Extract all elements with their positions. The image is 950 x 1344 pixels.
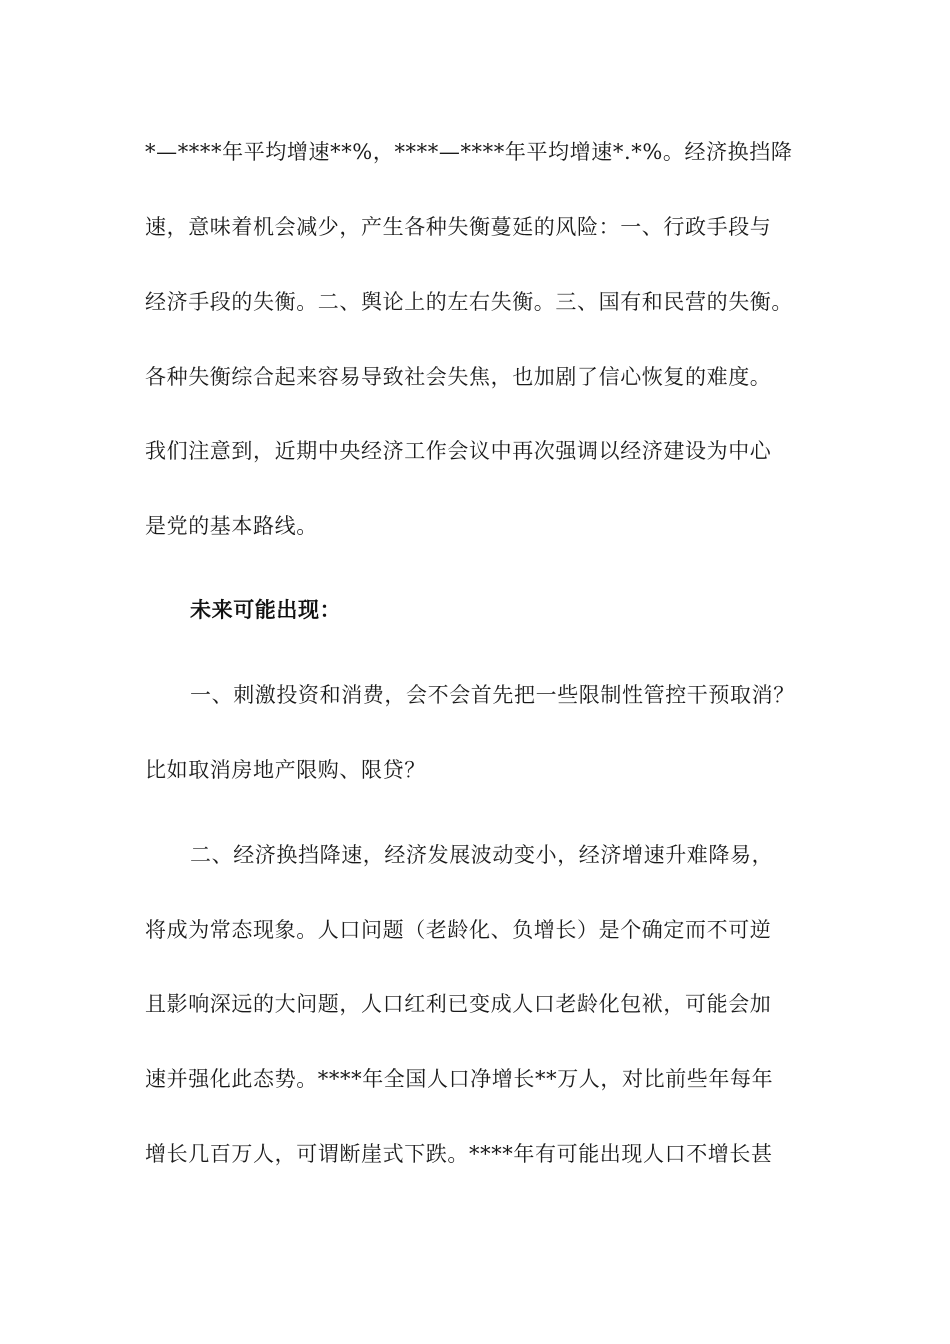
paragraph-3-line-4: 速并强化此态势。****年全国人口净增长**万人，对比前些年每年 — [145, 1067, 774, 1091]
paragraph-1-line-6: 是党的基本路线。 — [145, 514, 318, 538]
paragraph-2-line-2: 比如取消房地产限购、限贷？ — [145, 758, 426, 782]
paragraph-3-line-3: 且影响深远的大问题，人口红利已变成人口老龄化包袱，可能会加 — [145, 992, 772, 1016]
paragraph-1-line-4: 各种失衡综合起来容易导致社会失焦，也加剧了信心恢复的难度。 — [145, 365, 772, 389]
paragraph-3-line-2: 将成为常态现象。人口问题（老龄化、负增长）是个确定而不可逆 — [145, 918, 772, 942]
paragraph-1-line-5: 我们注意到，近期中央经济工作会议中再次强调以经济建设为中心 — [145, 439, 772, 463]
paragraph-1-line-1: *—****年平均增速**%，****—****年平均增速*.*%。经济换挡降 — [145, 140, 793, 164]
section-heading: 未来可能出现： — [190, 597, 342, 622]
paragraph-3-line-1: 二、经济换挡降速，经济发展波动变小，经济增速升难降易， — [190, 843, 774, 867]
paragraph-2-line-1: 一、刺激投资和消费，会不会首先把一些限制性管控干预取消？ — [190, 683, 795, 707]
paragraph-3-line-5: 增长几百万人，可谓断崖式下跌。****年有可能出现人口不增长甚 — [145, 1142, 773, 1166]
paragraph-1-line-3: 经济手段的失衡。二、舆论上的左右失衡。三、国有和民营的失衡。 — [145, 290, 793, 314]
paragraph-1-line-2: 速，意味着机会减少，产生各种失衡蔓延的风险：一、行政手段与 — [145, 215, 772, 239]
